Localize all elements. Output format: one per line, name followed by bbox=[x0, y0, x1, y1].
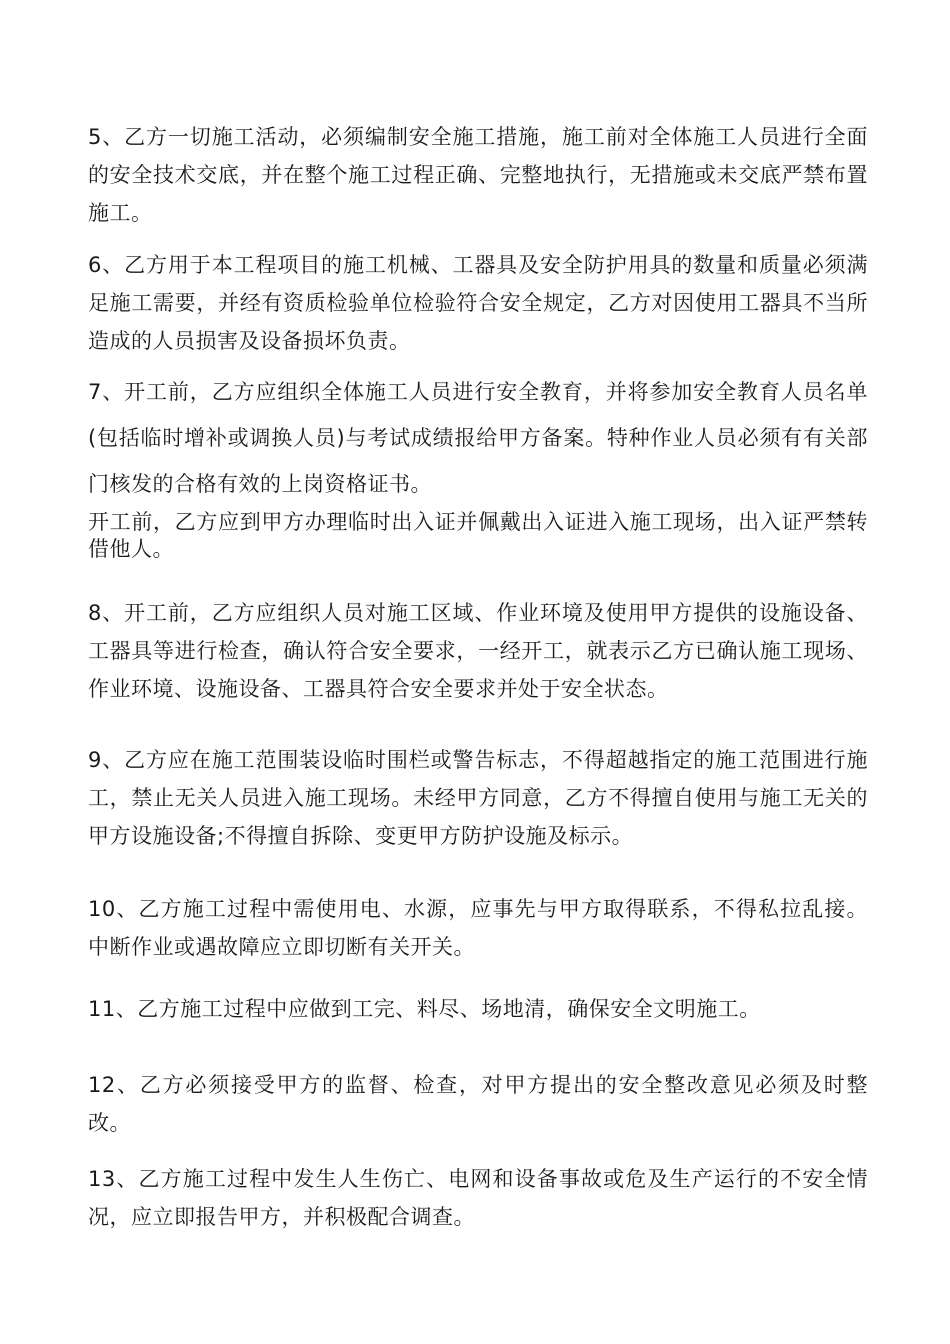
clause-5: 5、乙方一切施工活动，必须编制安全施工措施，施工前对全体施工人员进行全面的安全技术交底，并在整个施工过程正确、完整地执行，无措施或未交底严禁布置施工。 bbox=[88, 125, 868, 225]
clause-8: 8、开工前，乙方应组织人员对施工区域、作业环境及使用甲方提供的设施设备、工器具等进行检查，确认符合安全要求，一经开工，就表示乙方已确认施工现场、作业环境、设施设备、工器具符合安全要求并处于安全状态。 bbox=[88, 601, 868, 701]
clause-9: 9、乙方应在施工范围装设临时围栏或警告标志，不得超越指定的施工范围进行施工，禁止无关人员进入施工现场。未经甲方同意，乙方不得擅自使用与施工无关的甲方设施设备;不得擅自拆除、变更甲方防护设施及标示。 bbox=[88, 748, 868, 848]
clause-6: 6、乙方用于本工程项目的施工机械、工器具及安全防护用具的数量和质量必须满足施工需要，并经有资质检验单位检验符合安全规定，乙方对因使用工器具不当所造成的人员损害及设备损坏负责。 bbox=[88, 253, 868, 353]
clause-13: 13、乙方施工过程中发生人生伤亡、电网和设备事故或危及生产运行的不安全情况，应立即报告甲方，并积极配合调查。 bbox=[88, 1167, 868, 1229]
clause-10: 10、乙方施工过程中需使用电、水源，应事先与甲方取得联系，不得私拉乱接。中断作业或遇故障应立即切断有关开关。 bbox=[88, 897, 868, 959]
clause-7-note: 开工前，乙方应到甲方办理临时出入证并佩戴出入证进入施工现场，出入证严禁转借他人。 bbox=[88, 510, 868, 561]
clause-7: 7、开工前，乙方应组织全体施工人员进行安全教育，并将参加安全教育人员名单(包括临时增补或调换人员)与考试成绩报给甲方备案。特种作业人员必须有有关部门核发的合格有效的上岗资格证书。 bbox=[88, 380, 868, 496]
clause-12: 12、乙方必须接受甲方的监督、检查，对甲方提出的安全整改意见必须及时整改。 bbox=[88, 1073, 868, 1135]
clause-11: 11、乙方施工过程中应做到工完、料尽、场地清，确保安全文明施工。 bbox=[88, 997, 761, 1021]
